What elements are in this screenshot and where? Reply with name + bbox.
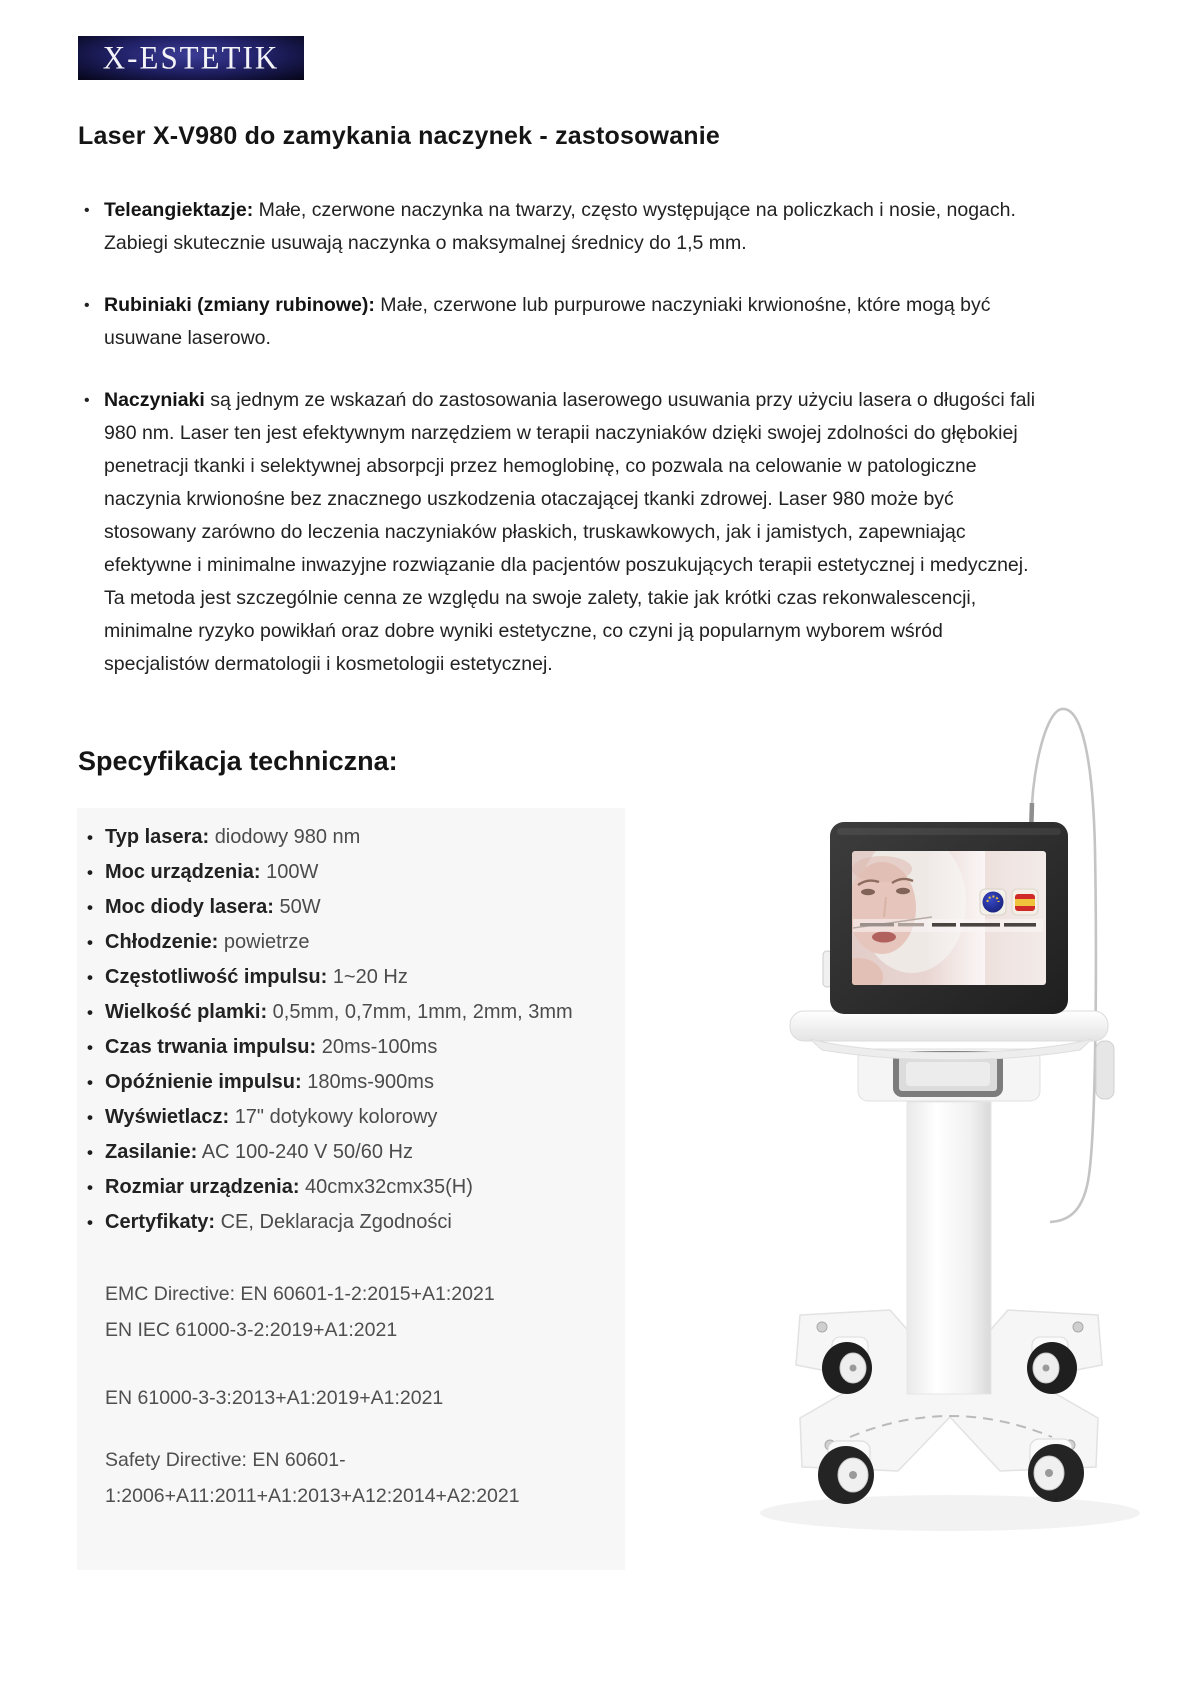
eu-flag-icon[interactable] <box>980 889 1006 915</box>
page-title: Laser X-V980 do zamykania naczynek - zastosowanie <box>78 122 721 150</box>
trolley-column <box>907 1102 991 1394</box>
spain-flag-icon[interactable] <box>1012 889 1038 915</box>
spec-item <box>87 1030 617 1065</box>
spec-label: Chłodzenie: <box>105 931 219 953</box>
base-screw <box>817 1322 827 1332</box>
application-bullet-list <box>78 194 1036 710</box>
spec-label: Wielkość plamki: <box>105 1001 268 1023</box>
handpiece-slot <box>906 1062 990 1086</box>
spec-item <box>87 1065 617 1100</box>
spec-value: 20ms-100ms <box>321 1036 438 1058</box>
spec-item <box>87 890 617 925</box>
bullet-label: Rubiniaki (zmiany rubinowe): <box>104 294 375 316</box>
certificate-group-emc <box>105 1276 615 1348</box>
tray-handle <box>1096 1041 1114 1099</box>
bullet-text: Małe, czerwone naczynka na twarzy, często występujące na policzkach i nosie, nogach. Zabiegi skutecznie usuwają naczynka o maksymalnej średnicy do 1,5 mm. <box>104 199 1016 254</box>
spec-item <box>87 820 617 855</box>
spec-value: 50W <box>279 896 321 918</box>
spec-value: powietrze <box>223 931 310 953</box>
spec-label: Częstotliwość impulsu: <box>105 966 328 988</box>
laser-device-illustration <box>700 665 1170 1675</box>
screen-caption-band <box>853 917 1043 932</box>
spec-value: CE, Deklaracja Zgodności <box>220 1211 452 1233</box>
spec-value: 180ms-900ms <box>307 1071 434 1093</box>
spec-item <box>87 960 617 995</box>
spec-label: Czas trwania impulsu: <box>105 1036 317 1058</box>
spec-list <box>87 820 617 1240</box>
spec-item <box>87 855 617 890</box>
spec-value: 40cmx32cmx35(H) <box>305 1176 473 1198</box>
spec-label: Zasilanie: <box>105 1141 198 1163</box>
spec-value: 0,5mm, 0,7mm, 1mm, 2mm, 3mm <box>272 1001 573 1023</box>
spec-item <box>87 995 617 1030</box>
spec-heading: Specyfikacja techniczna: <box>78 746 398 776</box>
device-photo <box>700 665 1170 1675</box>
spec-value: AC 100-240 V 50/60 Hz <box>201 1141 413 1163</box>
spec-label: Rozmiar urządzenia: <box>105 1176 300 1198</box>
spec-label: Moc diody lasera: <box>105 896 274 918</box>
bullet-text: są jednym ze wskazań do zastosowania laserowego usuwania przy użyciu lasera o długości fali 980 nm. Laser ten jest efektywnym narzędziem w terapii naczyniaków dzięki swojej zdolności do głębokiej penetracji tkanki i selektywnej absorpcji przez hemoglobinę, co pozwala na celowanie w patologiczne naczynia krwionośne bez znacznego uszkodzenia otaczającej tkanki zdrowej. Laser 980 może być stosowany zarówno do leczenia naczyniaków płaskich, truskawkowych, jak i jamistych, zapewniając efektywne i minimalne inwazyjne rozwiązanie dla pacjentów poszukujących terapii estetycznej i medycznej. Ta metoda jest szczególnie cenna ze względu na swoje zalety, takie jak krótki czas rekonwalescencji, minimalne ryzyko powikłań oraz dobre wyniki estetyczne, co czyni ją popularnym wyborem wśród specjalistów dermatologii i kosmetologii estetycznej. <box>104 389 1036 675</box>
spec-item <box>87 1205 617 1240</box>
spec-panel <box>77 808 625 1570</box>
brand-logo-text: X-ESTETIK <box>102 39 280 76</box>
bullet-item-naczyniaki <box>78 384 1036 681</box>
spec-label: Opóźnienie impulsu: <box>105 1071 302 1093</box>
certificate-group-en61000 <box>105 1380 615 1416</box>
bullet-label: Teleangiektazje: <box>104 199 254 221</box>
spec-value: 100W <box>266 861 319 883</box>
brand-logo <box>78 36 304 80</box>
certificate-line: Safety Directive: EN 60601- <box>105 1449 346 1471</box>
bullet-item-rubiniaki <box>78 289 1036 355</box>
certificate-line: EN IEC 61000-3-2:2019+A1:2021 <box>105 1319 398 1341</box>
certificate-line: 1:2006+A11:2011+A1:2013+A12:2014+A2:2021 <box>105 1485 520 1507</box>
spec-label: Wyświetlacz: <box>105 1106 230 1128</box>
certificate-group-safety <box>105 1442 615 1514</box>
bullet-text: Małe, czerwone lub purpurowe naczyniaki krwionośne, które mogą być usuwane laserowo. <box>104 294 991 349</box>
spec-item <box>87 1170 617 1205</box>
base-screw <box>1073 1322 1083 1332</box>
floor-shadow <box>760 1495 1140 1531</box>
spec-label: Typ lasera: <box>105 826 210 848</box>
spec-value: diodowy 980 nm <box>214 826 361 848</box>
spec-item <box>87 925 617 960</box>
spec-value: 17" dotykowy kolorowy <box>234 1106 438 1128</box>
bullet-label: Naczyniaki <box>104 389 205 411</box>
spec-value: 1~20 Hz <box>332 966 408 988</box>
spec-item <box>87 1100 617 1135</box>
spec-item <box>87 1135 617 1170</box>
certificate-line: EMC Directive: EN 60601-1-2:2015+A1:2021 <box>105 1283 495 1305</box>
certificate-line: EN 61000-3-3:2013+A1:2019+A1:2021 <box>105 1387 444 1409</box>
touchscreen-unit <box>830 822 1068 1014</box>
spec-label: Moc urządzenia: <box>105 861 261 883</box>
bullet-item-teleangiektazje <box>78 194 1036 260</box>
spec-label: Certyfikaty: <box>105 1211 216 1233</box>
